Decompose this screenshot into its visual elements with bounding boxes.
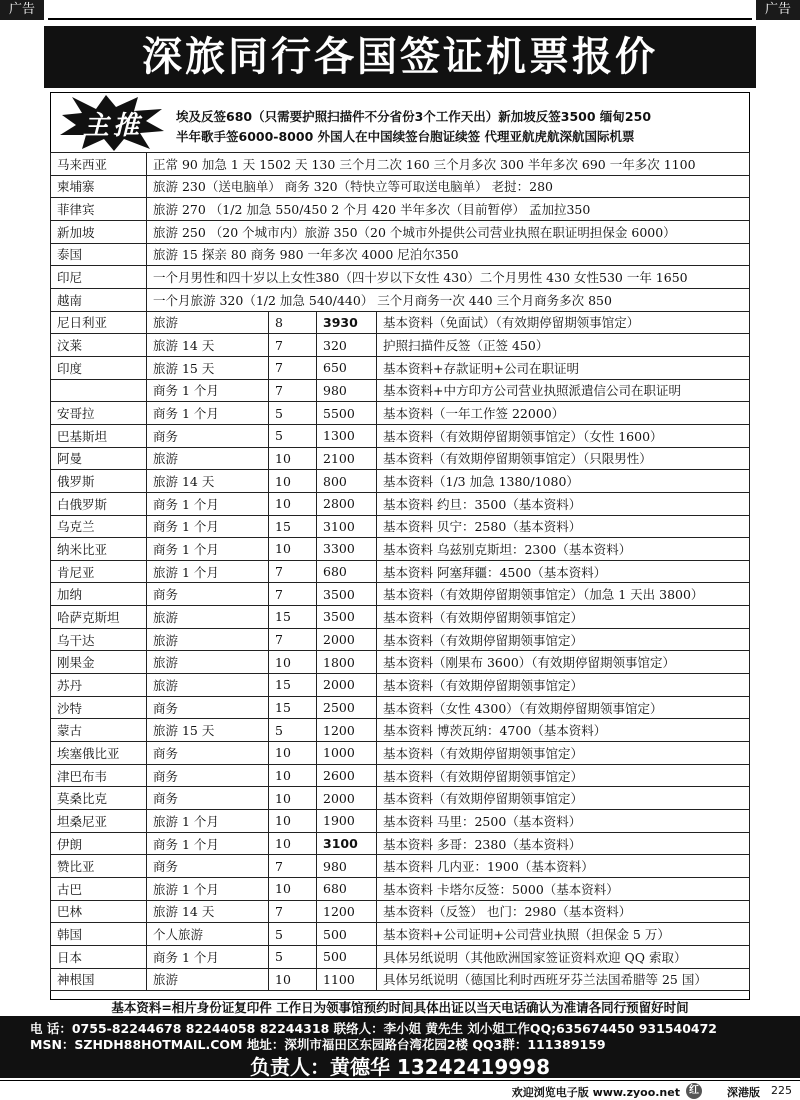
country-cell: 印度 xyxy=(51,356,147,379)
table-row xyxy=(51,878,750,901)
table-row xyxy=(51,628,750,651)
type-cell: 商务 xyxy=(147,855,269,878)
footer-website: 欢迎浏览电子版 www.zyoo.net xyxy=(511,1086,680,1099)
days-cell: 10 xyxy=(269,832,317,855)
price-cell: 5500 xyxy=(317,402,377,425)
note-cell: 基本资料（女性 4300）（有效期停留期领事馆定） xyxy=(377,696,750,719)
days-cell: 10 xyxy=(269,470,317,493)
table-row xyxy=(51,175,750,198)
note-cell: 基本资料（一年工作签 22000） xyxy=(377,402,750,425)
days-cell: 7 xyxy=(269,583,317,606)
table-row xyxy=(51,764,750,787)
note-cell: 具体另纸说明（德国比利时西班牙芬兰法国希腊等 25 国） xyxy=(377,968,750,991)
note-cell: 基本资料（有效期停留期领事馆定）（女性 1600） xyxy=(377,424,750,447)
contact-msn-line: MSN：SZHDH88HOTMAIL.COM 地址：深圳市福田区东园路台湾花园2楼 QQ3群：111389159 xyxy=(30,1037,606,1052)
note-cell: 基本资料 多哥：2380（基本资料） xyxy=(377,832,750,855)
type-cell: 商务 1 个月 xyxy=(147,832,269,855)
country-cell: 菲律宾 xyxy=(51,198,147,221)
page-number: 225 xyxy=(771,1084,792,1097)
days-cell: 10 xyxy=(269,538,317,561)
country-cell: 埃塞俄比亚 xyxy=(51,742,147,765)
type-cell: 旅游 xyxy=(147,651,269,674)
note-cell: 基本资料（有效期停留期领事馆定） xyxy=(377,628,750,651)
country-cell: 尼日利亚 xyxy=(51,311,147,334)
table-row xyxy=(51,900,750,923)
days-cell: 7 xyxy=(269,855,317,878)
note-cell: 基本资料 几内亚：1900（基本资料） xyxy=(377,855,750,878)
country-cell: 日本 xyxy=(51,945,147,968)
note-cell: 护照扫描件反签（正签 450） xyxy=(377,334,750,357)
price-cell: 1200 xyxy=(317,900,377,923)
table-row xyxy=(51,810,750,833)
contact-bar xyxy=(0,1016,800,1078)
country-cell: 汶莱 xyxy=(51,334,147,357)
info-cell: 一个月男性和四十岁以上女性380（四十岁以下女性 430）二个月男性 430 女性530 一年 1650 xyxy=(147,266,750,289)
type-cell: 旅游 xyxy=(147,674,269,697)
contact-manager-line: 负责人：黄德华 13242419998 xyxy=(249,1055,551,1079)
ad-label-left: 广告 xyxy=(0,0,44,20)
price-cell: 2000 xyxy=(317,787,377,810)
days-cell: 10 xyxy=(269,878,317,901)
price-cell: 3100 xyxy=(317,832,377,855)
price-cell: 680 xyxy=(317,560,377,583)
days-cell: 10 xyxy=(269,787,317,810)
days-cell: 5 xyxy=(269,719,317,742)
table-row xyxy=(51,266,750,289)
table-row xyxy=(51,424,750,447)
days-cell: 7 xyxy=(269,900,317,923)
price-cell: 2500 xyxy=(317,696,377,719)
type-cell: 商务 1 个月 xyxy=(147,538,269,561)
days-cell: 8 xyxy=(269,311,317,334)
country-cell: 刚果金 xyxy=(51,651,147,674)
type-cell: 旅游 xyxy=(147,628,269,651)
type-cell: 旅游 1 个月 xyxy=(147,878,269,901)
country-cell: 加纳 xyxy=(51,583,147,606)
country-cell: 印尼 xyxy=(51,266,147,289)
table-row xyxy=(51,334,750,357)
days-cell: 7 xyxy=(269,560,317,583)
days-cell: 10 xyxy=(269,447,317,470)
table-row xyxy=(51,674,750,697)
country-cell: 纳米比亚 xyxy=(51,538,147,561)
country-cell: 坦桑尼亚 xyxy=(51,810,147,833)
table-row xyxy=(51,742,750,765)
page-footer xyxy=(0,1080,800,1100)
header-rule xyxy=(48,0,752,20)
note-cell: 基本资料 马里：2500（基本资料） xyxy=(377,810,750,833)
days-cell: 10 xyxy=(269,764,317,787)
note-cell: 基本资料 贝宁：2580（基本资料） xyxy=(377,515,750,538)
country-cell: 古巴 xyxy=(51,878,147,901)
days-cell: 5 xyxy=(269,402,317,425)
type-cell: 旅游 xyxy=(147,311,269,334)
note-cell: 基本资料（刚果布 3600）（有效期停留期领事馆定） xyxy=(377,651,750,674)
note-cell: 基本资料 乌兹别克斯坦：2300（基本资料） xyxy=(377,538,750,561)
table-row xyxy=(51,311,750,334)
table-row xyxy=(51,288,750,311)
price-cell: 1000 xyxy=(317,742,377,765)
note-cell: 基本资料（反签） 也门：2980（基本资料） xyxy=(377,900,750,923)
price-cell: 3100 xyxy=(317,515,377,538)
table-row xyxy=(51,560,750,583)
country-cell: 新加坡 xyxy=(51,220,147,243)
table-row xyxy=(51,198,750,221)
days-cell: 7 xyxy=(269,356,317,379)
note-cell: 基本资料 阿塞拜疆：4500（基本资料） xyxy=(377,560,750,583)
country-cell: 越南 xyxy=(51,288,147,311)
note-cell: 具体另纸说明（其他欧洲国家签证资料欢迎 QQ 索取） xyxy=(377,945,750,968)
table-row xyxy=(51,855,750,878)
days-cell: 15 xyxy=(269,515,317,538)
price-cell: 2600 xyxy=(317,764,377,787)
type-cell: 商务 xyxy=(147,696,269,719)
footer-logo: 红 xyxy=(686,1083,702,1099)
table-row xyxy=(51,583,750,606)
table-row xyxy=(51,651,750,674)
info-cell: 旅游 270 （1/2 加急 550/450 2 个月 420 半年多次（目前暂停） 孟加拉350 xyxy=(147,198,750,221)
bottom-note: 基本资料=相片身份证复印件 工作日为领事馆预约时间具体出证以当天电话确认为准请各同行预留好时间 xyxy=(111,1000,689,1015)
page-title: 深旅同行各国签证机票报价 xyxy=(44,26,756,88)
table-row xyxy=(51,538,750,561)
type-cell: 个人旅游 xyxy=(147,923,269,946)
price-cell: 3500 xyxy=(317,583,377,606)
table-row xyxy=(51,968,750,991)
country-cell: 莫桑比克 xyxy=(51,787,147,810)
country-cell: 哈萨克斯坦 xyxy=(51,606,147,629)
type-cell: 商务 xyxy=(147,583,269,606)
info-cell: 旅游 250 （20 个城市内）旅游 350（20 个城市外提供公司营业执照在职证明担保金 6000） xyxy=(147,220,750,243)
country-cell: 安哥拉 xyxy=(51,402,147,425)
days-cell: 7 xyxy=(269,334,317,357)
type-cell: 商务 1 个月 xyxy=(147,379,269,402)
featured-badge: 主推 xyxy=(82,111,143,141)
country-cell: 白俄罗斯 xyxy=(51,492,147,515)
type-cell: 商务 1 个月 xyxy=(147,515,269,538)
table-row xyxy=(51,923,750,946)
country-cell: 韩国 xyxy=(51,923,147,946)
note-cell: 基本资料 卡塔尔反签：5000（基本资料） xyxy=(377,878,750,901)
type-cell: 旅游 15 天 xyxy=(147,719,269,742)
table-row xyxy=(51,220,750,243)
type-cell: 旅游 15 天 xyxy=(147,356,269,379)
price-cell: 1200 xyxy=(317,719,377,742)
type-cell: 旅游 14 天 xyxy=(147,334,269,357)
days-cell: 10 xyxy=(269,651,317,674)
table-row xyxy=(51,379,750,402)
note-cell: 基本资料（1/3 加急 1380/1080） xyxy=(377,470,750,493)
price-table xyxy=(50,152,750,991)
type-cell: 旅游 1 个月 xyxy=(147,810,269,833)
table-row xyxy=(51,606,750,629)
price-cell: 3500 xyxy=(317,606,377,629)
table-row xyxy=(51,945,750,968)
note-cell: 基本资料 约旦：3500（基本资料） xyxy=(377,492,750,515)
info-cell: 正常 90 加急 1 天 1502 天 130 三个月二次 160 三个月多次 300 半年多次 690 一年多次 1100 xyxy=(147,153,750,176)
featured-section xyxy=(50,95,750,151)
contact-phone-line: 电 话：0755-82244678 82244058 82244318 联络人：李小姐 黄先生 刘小姐工作QQ;635674450 931540472 xyxy=(30,1021,717,1036)
price-cell: 3300 xyxy=(317,538,377,561)
price-cell: 2800 xyxy=(317,492,377,515)
note-cell: 基本资料（有效期停留期领事馆定）（加急 1 天出 3800） xyxy=(377,583,750,606)
country-cell: 苏丹 xyxy=(51,674,147,697)
country-cell: 津巴布韦 xyxy=(51,764,147,787)
note-cell: 基本资料（有效期停留期领事馆定） xyxy=(377,742,750,765)
table-row xyxy=(51,153,750,176)
price-cell: 500 xyxy=(317,945,377,968)
table-row xyxy=(51,243,750,266)
price-cell: 980 xyxy=(317,379,377,402)
note-cell: 基本资料（有效期停留期领事馆定）（只限男性） xyxy=(377,447,750,470)
country-cell xyxy=(51,379,147,402)
days-cell: 5 xyxy=(269,945,317,968)
type-cell: 商务 xyxy=(147,424,269,447)
type-cell: 旅游 xyxy=(147,447,269,470)
days-cell: 5 xyxy=(269,424,317,447)
footer-edition: 深港版 xyxy=(727,1086,760,1099)
note-cell: 基本资料（有效期停留期领事馆定） xyxy=(377,787,750,810)
type-cell: 旅游 xyxy=(147,968,269,991)
country-cell: 乌干达 xyxy=(51,628,147,651)
table-row xyxy=(51,719,750,742)
table-row xyxy=(51,492,750,515)
country-cell: 巴林 xyxy=(51,900,147,923)
price-cell: 980 xyxy=(317,855,377,878)
type-cell: 旅游 14 天 xyxy=(147,470,269,493)
price-cell: 680 xyxy=(317,878,377,901)
days-cell: 15 xyxy=(269,674,317,697)
type-cell: 商务 xyxy=(147,742,269,765)
note-cell: 基本资料（有效期停留期领事馆定） xyxy=(377,606,750,629)
country-cell: 沙特 xyxy=(51,696,147,719)
price-cell: 2000 xyxy=(317,628,377,651)
price-cell: 1100 xyxy=(317,968,377,991)
note-cell: 基本资料 博茨瓦纳：4700（基本资料） xyxy=(377,719,750,742)
country-cell: 伊朗 xyxy=(51,832,147,855)
table-row xyxy=(51,832,750,855)
table-row xyxy=(51,787,750,810)
country-cell: 神根国 xyxy=(51,968,147,991)
info-cell: 一个月旅游 320（1/2 加急 540/440） 三个月商务一次 440 三个月商务多次 850 xyxy=(147,288,750,311)
note-cell: 基本资料+公司证明+公司营业执照（担保金 5 万） xyxy=(377,923,750,946)
days-cell: 7 xyxy=(269,379,317,402)
country-cell: 乌克兰 xyxy=(51,515,147,538)
country-cell: 泰国 xyxy=(51,243,147,266)
country-cell: 蒙古 xyxy=(51,719,147,742)
type-cell: 商务 1 个月 xyxy=(147,945,269,968)
table-row xyxy=(51,696,750,719)
type-cell: 商务 xyxy=(147,764,269,787)
featured-line-1: 埃及反签680（只需要护照扫描件不分省份3个工作天出）新加坡反签3500 缅甸250 xyxy=(176,109,652,124)
info-cell: 旅游 230（送电脑单） 商务 320（特快立等可取送电脑单） 老挝：280 xyxy=(147,175,750,198)
featured-line-2: 半年歌手签6000-8000 外国人在中国续签台胞证续签 代理亚航虎航深航国际机票 xyxy=(176,129,635,144)
days-cell: 10 xyxy=(269,968,317,991)
type-cell: 商务 xyxy=(147,787,269,810)
note-cell: 基本资料（免面试）（有效期停留期领事馆定） xyxy=(377,311,750,334)
type-cell: 商务 1 个月 xyxy=(147,492,269,515)
country-cell: 马来西亚 xyxy=(51,153,147,176)
price-cell: 320 xyxy=(317,334,377,357)
price-cell: 3930 xyxy=(317,311,377,334)
table-row xyxy=(51,470,750,493)
note-cell: 基本资料+存款证明+公司在职证明 xyxy=(377,356,750,379)
days-cell: 7 xyxy=(269,628,317,651)
table-row xyxy=(51,447,750,470)
country-cell: 柬埔寨 xyxy=(51,175,147,198)
price-cell: 500 xyxy=(317,923,377,946)
price-cell: 1800 xyxy=(317,651,377,674)
type-cell: 旅游 1 个月 xyxy=(147,560,269,583)
info-cell: 旅游 15 探亲 80 商务 980 一年多次 4000 尼泊尔350 xyxy=(147,243,750,266)
type-cell: 旅游 xyxy=(147,606,269,629)
table-row xyxy=(51,515,750,538)
country-cell: 赞比亚 xyxy=(51,855,147,878)
note-cell: 基本资料+中方印方公司营业执照派遣信公司在职证明 xyxy=(377,379,750,402)
price-cell: 2100 xyxy=(317,447,377,470)
days-cell: 15 xyxy=(269,696,317,719)
table-row xyxy=(51,356,750,379)
ad-label-right: 广告 xyxy=(756,0,800,20)
country-cell: 巴基斯坦 xyxy=(51,424,147,447)
price-cell: 650 xyxy=(317,356,377,379)
type-cell: 旅游 14 天 xyxy=(147,900,269,923)
table-row xyxy=(51,402,750,425)
days-cell: 10 xyxy=(269,810,317,833)
days-cell: 10 xyxy=(269,742,317,765)
note-cell: 基本资料（有效期停留期领事馆定） xyxy=(377,764,750,787)
days-cell: 10 xyxy=(269,492,317,515)
price-cell: 1900 xyxy=(317,810,377,833)
country-cell: 俄罗斯 xyxy=(51,470,147,493)
type-cell: 商务 1 个月 xyxy=(147,402,269,425)
price-cell: 2000 xyxy=(317,674,377,697)
days-cell: 5 xyxy=(269,923,317,946)
price-cell: 1300 xyxy=(317,424,377,447)
note-cell: 基本资料（有效期停留期领事馆定） xyxy=(377,674,750,697)
country-cell: 肯尼亚 xyxy=(51,560,147,583)
country-cell: 阿曼 xyxy=(51,447,147,470)
days-cell: 15 xyxy=(269,606,317,629)
price-cell: 800 xyxy=(317,470,377,493)
